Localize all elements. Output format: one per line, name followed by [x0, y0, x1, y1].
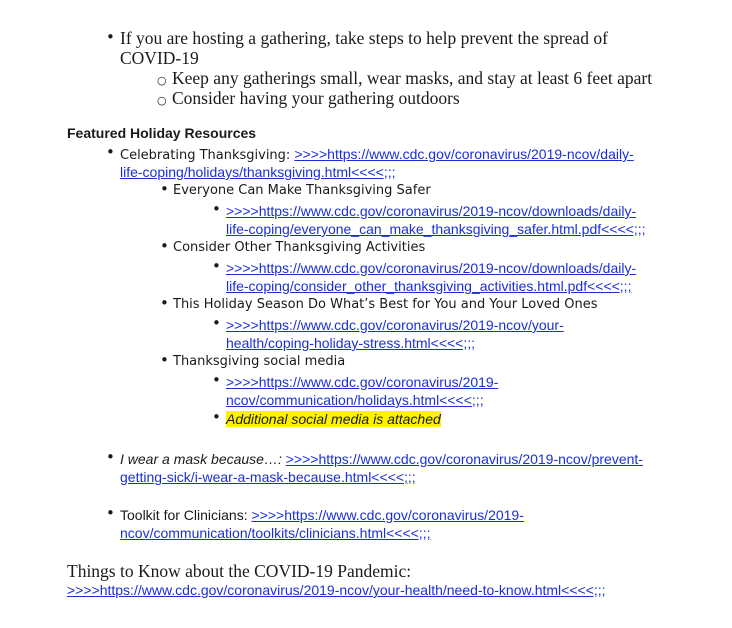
bullet-dot: •	[160, 180, 169, 198]
item-label: Everyone Can Make Thanksgiving Safer	[173, 183, 431, 198]
item-link-cont[interactable]: ncov/communication/holidays.html<<<<;;;	[226, 392, 484, 408]
celebrating-label: Celebrating Thanksgiving: >>>>https://www.cdc.gov/coronavirus/2019-ncov/daily-	[120, 146, 634, 163]
mask-link-cont[interactable]: getting-sick/i-wear-a-mask-because.html<<<<;;;	[120, 469, 416, 485]
item-link[interactable]: >>>>https://www.cdc.gov/coronavirus/2019-	[226, 374, 499, 390]
intro-bullet-text-cont: COVID-19	[120, 48, 199, 68]
social-media-note: Additional social media is attached	[226, 411, 441, 427]
item-label: This Holiday Season Do What’s Best for You and Your Loved Ones	[173, 297, 598, 312]
bullet-dot: •	[106, 448, 115, 466]
bullet-dot: •	[212, 257, 221, 275]
intro-sub-item-2: Consider having your gathering outdoors	[172, 88, 460, 108]
toolkit-label: Toolkit for Clinicians:	[120, 507, 248, 523]
bullet-dot: •	[160, 351, 169, 369]
item-link[interactable]: >>>>https://www.cdc.gov/coronavirus/2019-ncov/downloads/daily-	[226, 260, 637, 276]
bullet-dot: •	[160, 237, 169, 255]
bullet-dot: •	[212, 408, 221, 426]
item-link-cont[interactable]: health/coping-holiday-stress.html<<<<;;;	[226, 335, 476, 351]
footer-heading: Things to Know about the COVID-19 Pandemic:	[67, 561, 412, 581]
mask-link[interactable]: >>>>https://www.cdc.gov/coronavirus/2019-ncov/prevent-	[285, 451, 643, 467]
bullet-dot: •	[106, 504, 115, 522]
item-label: Consider Other Thanksgiving Activities	[173, 240, 426, 255]
footer-link[interactable]: >>>>https://www.cdc.gov/coronavirus/2019-ncov/your-health/need-to-know.html<<<<;;;	[67, 582, 606, 598]
toolkit-link[interactable]: >>>>https://www.cdc.gov/coronavirus/2019-	[251, 507, 524, 523]
intro-sub-item-1: Keep any gatherings small, wear masks, and stay at least 6 feet apart	[172, 68, 653, 88]
featured-heading: Featured Holiday Resources	[67, 125, 257, 141]
item-link-cont[interactable]: life-coping/everyone_can_make_thanksgiving_safer.html.pdf<<<<;;;	[226, 221, 646, 237]
bullet-dot: •	[106, 143, 115, 161]
mask-label: I wear a mask because…:	[120, 451, 282, 467]
item-link[interactable]: >>>>https://www.cdc.gov/coronavirus/2019-ncov/downloads/daily-	[226, 203, 637, 219]
celebrating-link-cont[interactable]: life-coping/holidays/thanksgiving.html<<<<;;;	[120, 164, 396, 180]
bullet-dot: •	[160, 294, 169, 312]
intro-bullet-text: If you are hosting a gathering, take steps to help prevent the spread of	[120, 28, 608, 48]
celebrating-link[interactable]: >>>>https://www.cdc.gov/coronavirus/2019-ncov/daily-	[294, 146, 634, 162]
item-link[interactable]: >>>>https://www.cdc.gov/coronavirus/2019-ncov/your-	[226, 317, 564, 333]
sub-bullet-circle: ○	[157, 74, 167, 87]
sub-bullet-circle: ○	[157, 94, 167, 107]
toolkit-line	[120, 507, 524, 523]
bullet-dot: •	[212, 371, 221, 389]
bullet-dot: •	[212, 314, 221, 332]
toolkit-link-cont[interactable]: ncov/communication/toolkits/clinicians.html<<<<;;;	[120, 525, 431, 541]
item-link-cont[interactable]: life-coping/consider_other_thanksgiving_activities.html.pdf<<<<;;;	[226, 278, 632, 294]
item-label: Thanksgiving social media	[173, 354, 346, 369]
bullet-dot: •	[106, 28, 115, 46]
mask-line	[120, 451, 643, 467]
bullet-dot: •	[212, 200, 221, 218]
